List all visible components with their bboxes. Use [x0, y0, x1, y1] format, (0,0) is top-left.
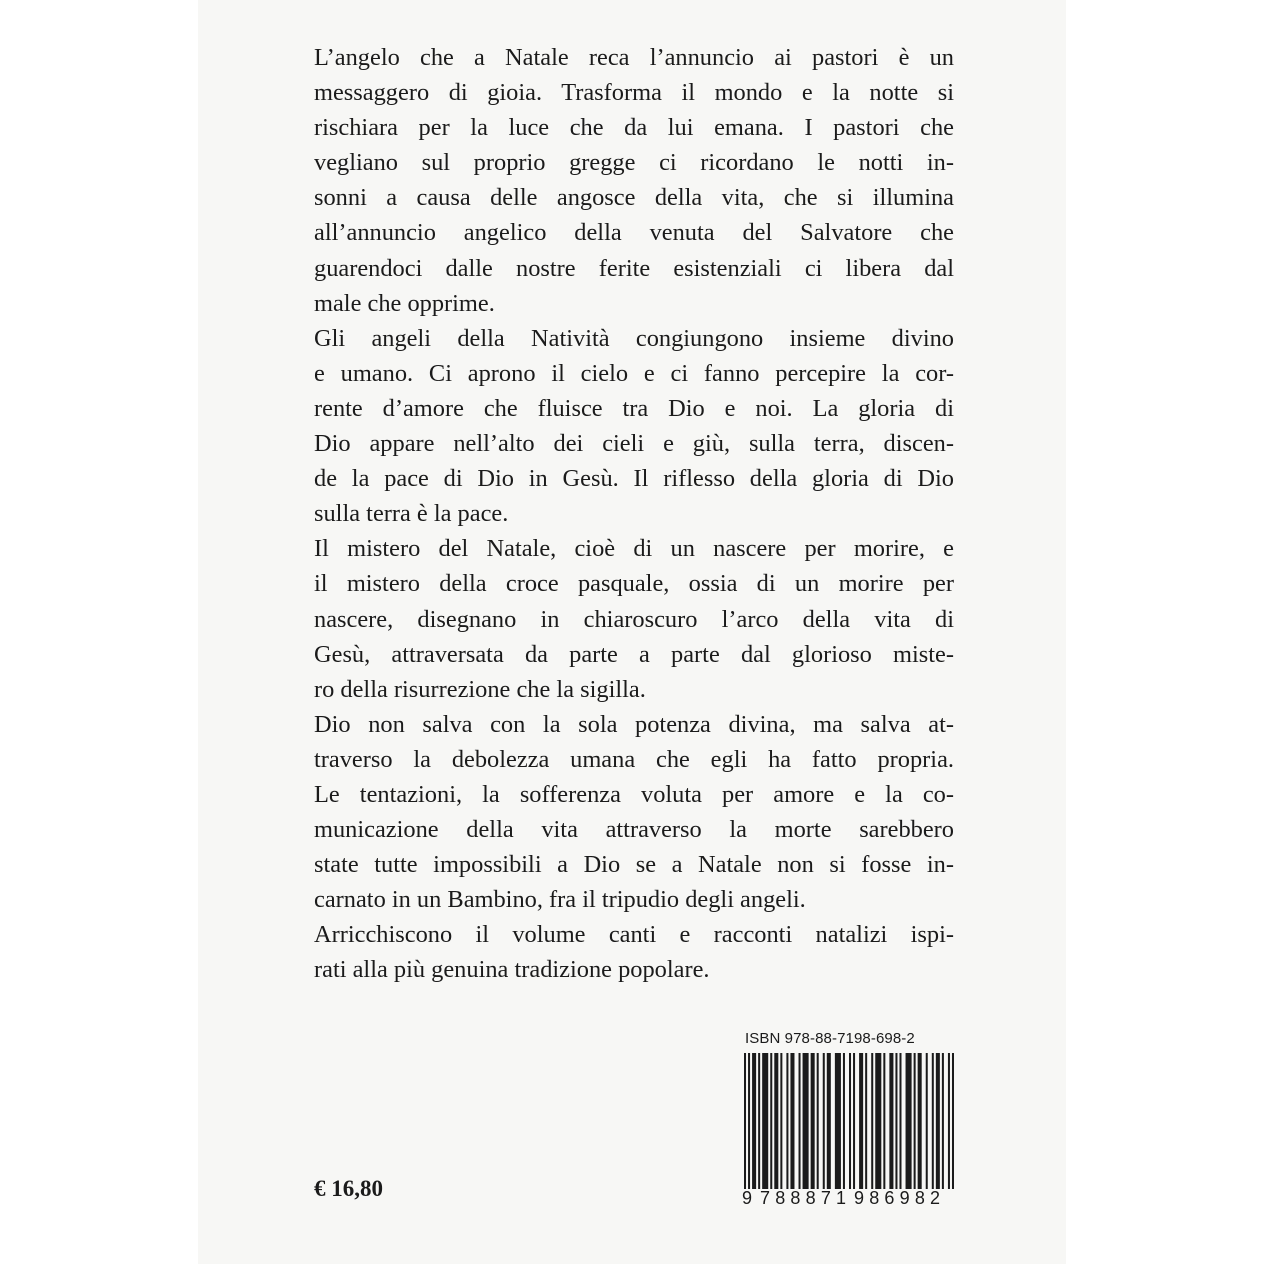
blurb-line: L’angelo che a Natale reca l’annuncio ai pastori è un	[314, 44, 954, 71]
barcode-bar	[883, 1053, 885, 1189]
barcode-bar	[899, 1053, 901, 1189]
barcode-bar	[790, 1053, 794, 1189]
blurb-line: municazione della vita attraverso la morte sarebbero	[314, 816, 954, 844]
blurb-line: vegliano sul proprio gregge ci ricordano le notti in-	[314, 149, 954, 177]
price-label: € 16,80	[314, 1176, 383, 1201]
blurb-line: carnato in un Bambino, fra il tripudio degli angeli.	[314, 886, 806, 914]
blurb-line: male che opprime.	[314, 289, 495, 317]
blurb-line: sonni a causa delle angosce della vita, che si illumina	[314, 184, 954, 212]
barcode-bar	[853, 1053, 855, 1189]
barcode-bar	[948, 1053, 950, 1189]
blurb-line: rati alla più genuina tradizione popolare.	[314, 956, 710, 984]
blurb-line: traverso la debolezza umana che egli ha fatto propria.	[314, 745, 954, 773]
barcode-bar	[823, 1053, 825, 1189]
barcode-bar	[811, 1053, 815, 1189]
blurb-line: il mistero della croce pasquale, ossia di un morire per	[314, 570, 954, 598]
barcode-bar	[906, 1053, 912, 1189]
barcode-bar	[748, 1053, 750, 1189]
barcode-bar	[918, 1053, 922, 1189]
barcode-bar	[744, 1053, 746, 1189]
blurb-line: all’annuncio angelico della venuta del Salvatore che	[314, 219, 954, 247]
barcode-bar	[926, 1053, 928, 1189]
barcode-bar	[936, 1053, 940, 1189]
barcode-bar	[871, 1053, 873, 1189]
left-margin	[0, 0, 198, 1264]
barcode-bar	[827, 1053, 831, 1189]
blurb-line: de la pace di Dio in Gesù. Il riflesso della gloria di Dio	[314, 465, 954, 493]
blurb-line: nascere, disegnano in chiaroscuro l’arco della vita di	[314, 605, 954, 633]
blurb-line: Gesù, attraversata da parte a parte dal glorioso miste-	[314, 640, 954, 668]
barcode-bar	[865, 1053, 867, 1189]
barcode-bar	[803, 1053, 809, 1189]
blurb-line: ro della risurrezione che la sigilla.	[314, 675, 646, 703]
blurb-line: e umano. Ci aprono il cielo e ci fanno percepire la cor-	[314, 359, 954, 387]
barcode-bar	[752, 1053, 756, 1189]
blurb-line: Arricchiscono il volume canti e racconti natalizi ispi-	[314, 921, 954, 949]
barcode-digit-group-left: 788871	[760, 1188, 852, 1208]
barcode-bar	[895, 1053, 897, 1189]
isbn-label: ISBN 978-88-7198-698-2	[745, 1030, 915, 1047]
barcode-bar	[843, 1053, 845, 1189]
barcode-bar	[774, 1053, 778, 1189]
blurb-line: Dio non salva con la sola potenza divina, ma salva at-	[314, 710, 954, 738]
right-margin	[1066, 0, 1264, 1264]
barcode-bar	[799, 1053, 801, 1189]
barcode-digit-group-right: 986982	[854, 1188, 946, 1208]
barcode-bar	[914, 1053, 916, 1189]
barcode-bar	[932, 1053, 934, 1189]
barcode-bar	[817, 1053, 819, 1189]
blurb-text	[314, 40, 954, 988]
blurb-line: sulla terra è la pace.	[314, 500, 509, 528]
barcode-bar	[875, 1053, 881, 1189]
barcode-bar	[786, 1053, 788, 1189]
blurb-line: state tutte impossibili a Dio se a Natale non si fosse in-	[314, 851, 954, 879]
barcode-bar	[780, 1053, 782, 1189]
blurb-line: rente d’amore che fluisce tra Dio e noi. La gloria di	[314, 394, 954, 422]
barcode-bar	[952, 1053, 954, 1189]
barcode-bar	[758, 1053, 760, 1189]
blurb-line: Le tentazioni, la sofferenza voluta per amore e la co-	[314, 780, 954, 808]
barcode-bar	[942, 1053, 944, 1189]
blurb-line: messaggero di gioia. Trasforma il mondo e la notte si	[314, 79, 954, 107]
barcode-bar	[770, 1053, 772, 1189]
barcode-icon	[744, 1053, 954, 1189]
blurb-line: Dio appare nell’alto dei cieli e giù, sulla terra, discen-	[314, 430, 954, 458]
barcode-bar	[859, 1053, 863, 1189]
blurb-line: Il mistero del Natale, cioè di un nascere per morire, e	[314, 535, 954, 563]
barcode-bar	[849, 1053, 851, 1189]
barcode-bar	[762, 1053, 768, 1189]
barcode-bar	[889, 1053, 893, 1189]
barcode-bar	[835, 1053, 841, 1189]
barcode-digit-lead: 9	[742, 1188, 753, 1208]
blurb-line: rischiara per la luce che da lui emana. I pastori che	[314, 114, 954, 142]
blurb-line: Gli angeli della Natività congiungono insieme divino	[314, 324, 954, 352]
blurb-line: guarendoci dalle nostre ferite esistenziali ci libera dal	[314, 254, 954, 282]
